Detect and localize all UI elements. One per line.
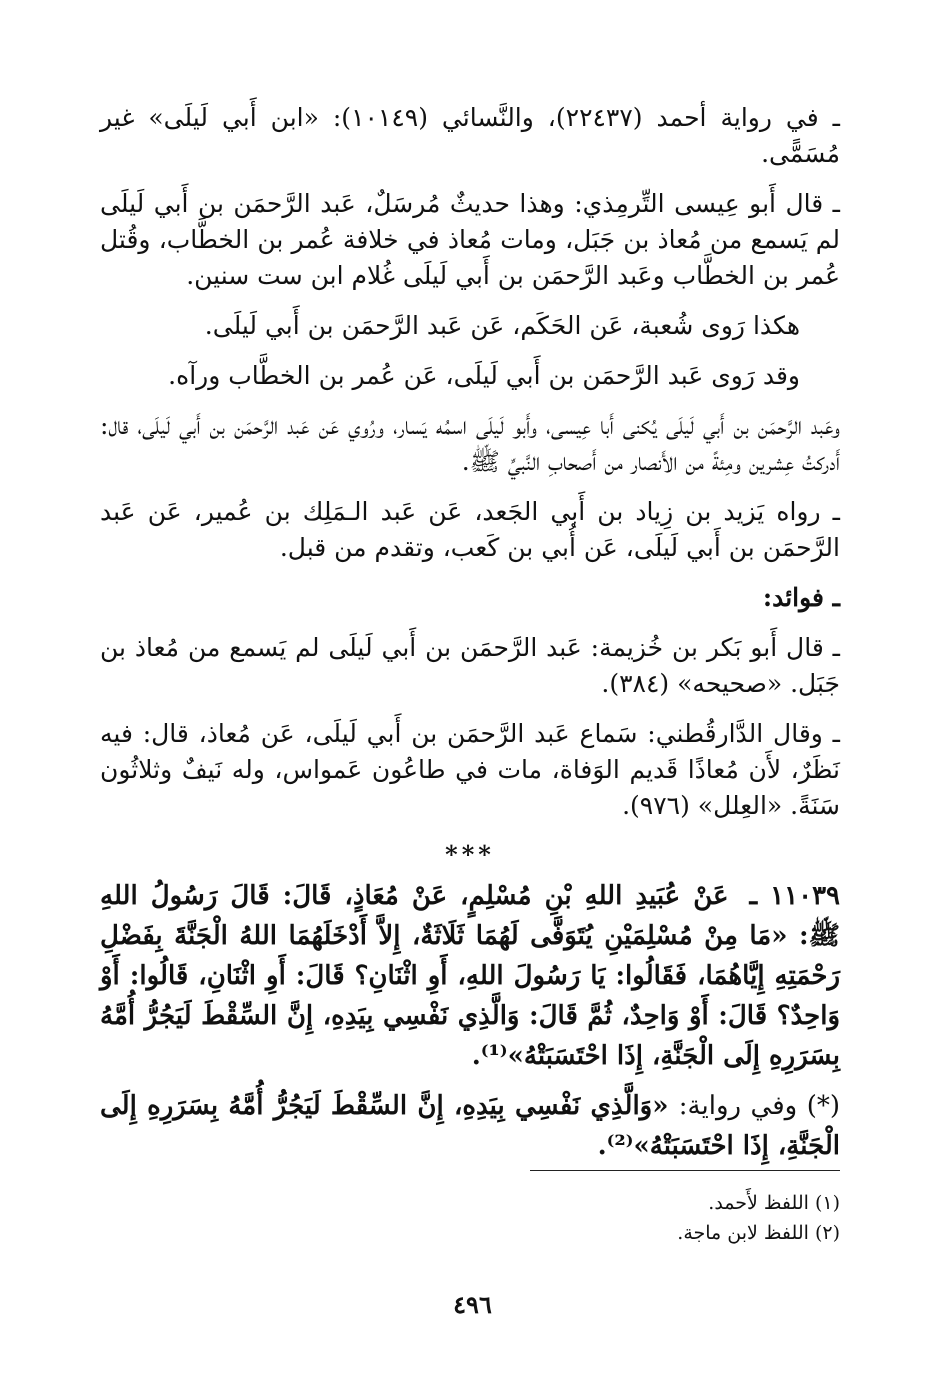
fawaid-heading: ـ فوائد: xyxy=(762,583,840,612)
paragraph-umar: وقد رَوى عَبد الرَّحمَن بن أَبي لَيلَى، عَن عُمر بن الخطَّاب ورآه. xyxy=(168,361,800,390)
variant-intro: (*) وفي رواية: xyxy=(678,1091,840,1121)
footnote-divider xyxy=(530,1170,840,1171)
hadith-isnad: عَنْ عُبَيدِ اللهِ بْنِ مُسْلِمٍ، عَنْ مُعَاذٍ، قَالَ: قَالَ رَسُولُ اللهِ ﷺ: xyxy=(100,881,840,951)
hadith-block xyxy=(100,876,840,1086)
paragraph-tirmidhi: ـ قال أَبو عِيسى التِّرمِذي: وهذا حديثٌ مُرسَلٌ، عَبد الرَّحمَن بن أَبي لَيلَى لم يَسمع من مُعاذ بن جَبَل، ومات مُعاذ في خلافة عُمر بن الخطَّاب، وقُتل عُمر بن الخطَّاب وعَبد الرَّحمَن بن أَبي لَيلَى غُلام ابن ست سنين. xyxy=(100,189,840,290)
footnotes xyxy=(440,1188,840,1248)
paragraph-ahmad-nasai: ـ في رواية أحمد (٢٢٤٣٧)، والنَّسائي (١٠١٤٩): «ابن أَبي لَيلَى» غير مُسَمًّى. xyxy=(100,103,840,168)
hadith-number: ١١٠٣٩ ـ xyxy=(749,881,840,911)
footnote-1: (١) اللفظ لأَحمد. xyxy=(708,1192,840,1214)
page-body xyxy=(100,100,840,1176)
section-separator: *** xyxy=(445,840,495,869)
hadith-variant xyxy=(100,1086,840,1176)
variant-text: «وَالَّذِي نَفْسِي بِيَدِهِ، إِنَّ السِّقْطَ لَيَجُرُّ أُمَّهُ بِسَرَرِهِ إِلَى الْجَنَّةِ، إِذَا احْتَسَبَتْهُ»⁽²⁾. xyxy=(100,1091,840,1161)
page-number: ٤٩٦ xyxy=(453,1290,492,1319)
fawaid-daraqutni: ـ وقال الدَّارقُطني: سَماع عَبد الرَّحمَن بن أَبي لَيلَى، عَن مُعاذ، قال: فيه نَظَرٌ، لأَن مُعاذًا قَديم الوَفاة، مات في طاعُون عَمواس، وله نَيفٌ وثلاثُون سَنَةً. «العِلل» (٩٧٦). xyxy=(100,719,840,820)
paragraph-shuba: هكذا رَوى شُعبة، عَن الحَكَم، عَن عَبد الرَّحمَن بن أَبي لَيلَى. xyxy=(204,311,800,340)
fawaid-ibn-khuzayma: ـ قال أَبو بَكر بن خُزيمة: عَبد الرَّحمَن بن أَبي لَيلَى لم يَسمع من مُعاذ بن جَبَل. «صحيحه» (٣٨٤). xyxy=(100,633,840,698)
paragraph-yazid: ـ رواه يَزيد بن زِياد بن أَبي الجَعد، عَن عَبد الـمَلِك بن عُمير، عَن عَبد الرَّحمَن بن أَبي لَيلَى، عَن أُبي بن كَعب، وتقدم من قبل. xyxy=(100,497,840,562)
footnote-2: (٢) اللفظ لابن ماجة. xyxy=(677,1222,840,1244)
paragraph-abu-isa: وعَبد الرَّحمَن بن أَبي لَيلَى يُكنى أَبا عِيسى، وأَبو لَيلَى اسمُه يَسار، ورُوي عَن عَبد الرَّحمَن بن أَبي لَيلَى، قال: أَدركتُ عِشرين ومِئةً من الأَنصار من أَصحابِ النَّبيِّ ﷺ. xyxy=(100,411,840,476)
hadith-text: «مَا مِنْ مُسْلِمَيْنِ يُتَوَفَّى لَهُمَا ثَلَاثَةٌ، إِلاَّ أَدْخَلَهُمَا اللهُ الْجَنَّةَ بِفَضْلِ رَحْمَتِهِ إِيَّاهُمَا، فَقَالُوا: يَا رَسُولَ اللهِ، أَوِ اثْنَانِ؟ قَالَ: أَوِ اثْنَانِ، قَالُوا: أَوْ وَاحِدٌ؟ قَالَ: أَوْ وَاحِدٌ، ثُمَّ قَالَ: وَالَّذِي نَفْسِي بِيَدِهِ، إِنَّ السِّقْطَ لَيَجُرُّ أُمَّهُ بِسَرَرِهِ إِلَى الْجَنَّةِ، إِذَا احْتَسَبَتْهُ»⁽¹⁾. xyxy=(100,921,840,1071)
